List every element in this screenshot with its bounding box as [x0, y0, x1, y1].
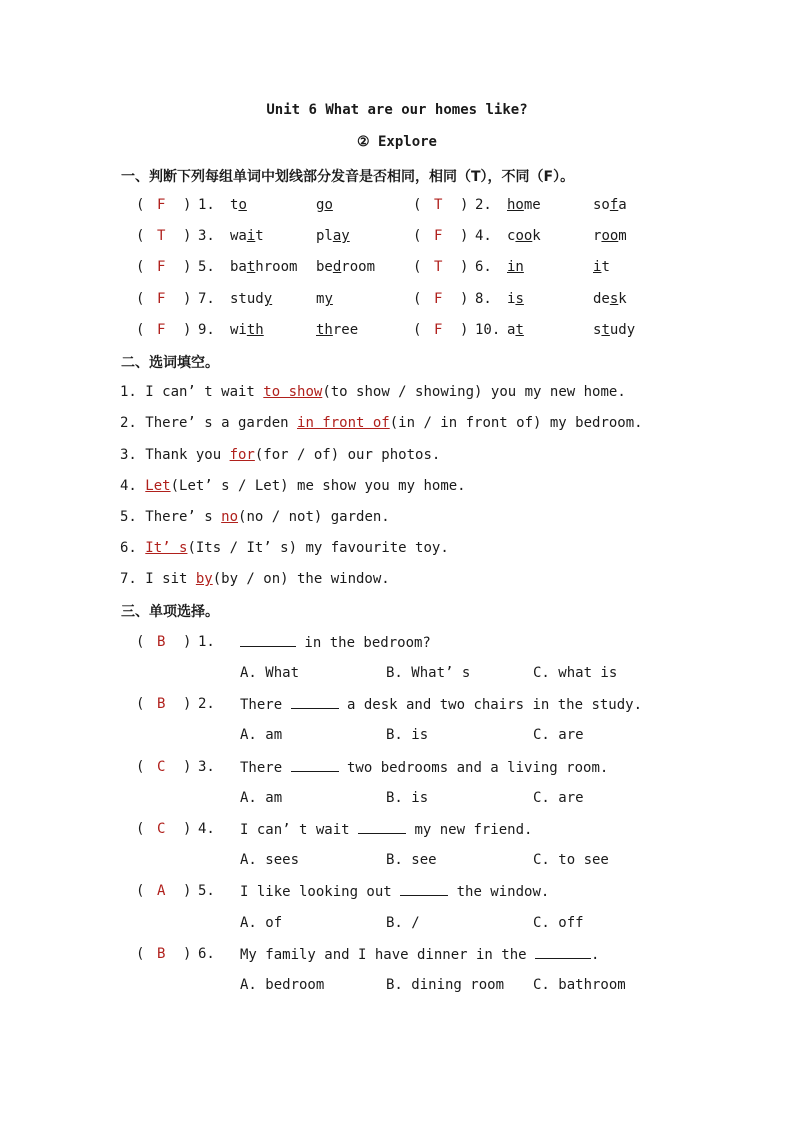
- fill-item-text: 5. There’ s: [120, 509, 222, 525]
- word: [316, 291, 333, 307]
- word: [230, 322, 264, 338]
- answer-mark: C: [157, 759, 166, 775]
- option-c: C. bathroom: [533, 977, 626, 993]
- paren-open: (: [136, 322, 145, 338]
- underlined-letters: t: [246, 259, 256, 275]
- word-part: g: [316, 197, 325, 213]
- word-part: s: [593, 322, 602, 338]
- word: [230, 291, 272, 307]
- question-number: 8.: [475, 291, 492, 307]
- word: [507, 322, 524, 338]
- fill-item: [120, 415, 643, 431]
- word-part: k: [618, 291, 627, 307]
- fill-answer: to show: [263, 384, 323, 400]
- paren-open: (: [136, 946, 145, 962]
- question-number: 1.: [198, 197, 215, 213]
- answer-mark: F: [157, 259, 166, 275]
- paren-open: (: [136, 291, 145, 307]
- fill-item: [120, 384, 626, 400]
- answer-mark: F: [434, 291, 443, 307]
- word-part: a: [618, 197, 627, 213]
- answer-mark: F: [157, 322, 166, 338]
- option-b: B. What’ s: [386, 665, 471, 681]
- word-part: k: [532, 228, 541, 244]
- question-number: 5.: [198, 883, 215, 899]
- question-stem: [240, 946, 599, 963]
- paren-close: ): [183, 883, 192, 899]
- word: [316, 197, 333, 213]
- fill-answer: Let: [145, 478, 171, 494]
- option-c: C. are: [533, 790, 584, 806]
- word: [593, 291, 627, 307]
- answer-mark: T: [157, 228, 166, 244]
- paren-close: ): [460, 291, 469, 307]
- word-part: a: [507, 322, 516, 338]
- fill-item-text: 1. I can’ t wait: [120, 384, 264, 400]
- fill-item: [120, 540, 449, 556]
- word-part: t: [230, 197, 239, 213]
- stem-end: a desk and two chairs in the study.: [338, 697, 643, 713]
- option-b: B. /: [386, 915, 420, 931]
- answer-mark: T: [434, 197, 443, 213]
- fill-answer: It’ s: [145, 540, 188, 556]
- underlined-letters: t: [601, 322, 610, 338]
- word-part: ba: [230, 259, 247, 275]
- question-stem: [240, 883, 549, 900]
- option-a: A. am: [240, 727, 283, 743]
- option-a: A. What: [240, 665, 300, 681]
- paren-close: ): [183, 259, 192, 275]
- answer-mark: F: [157, 197, 166, 213]
- word-part: stud: [230, 291, 264, 307]
- page-subtitle: ② Explore: [357, 134, 437, 150]
- section-3-heading: 三、单项选择。: [121, 604, 219, 620]
- fill-options: (for / of) our photos.: [254, 447, 441, 463]
- underlined-letters: th: [316, 322, 333, 338]
- paren-open: (: [136, 883, 145, 899]
- word-part: c: [507, 228, 516, 244]
- underlined-letters: s: [609, 291, 619, 307]
- underlined-letters: i: [246, 228, 256, 244]
- underlined-letters: oo: [601, 228, 619, 244]
- option-a: A. bedroom: [240, 977, 325, 993]
- question-stem: [240, 821, 532, 838]
- word: [593, 322, 635, 338]
- word-part: m: [316, 291, 325, 307]
- option-a: A. of: [240, 915, 283, 931]
- answer-mark: B: [157, 634, 166, 650]
- fill-item: [120, 571, 390, 587]
- word-part: room: [341, 259, 376, 275]
- fill-answer: for: [229, 447, 255, 463]
- underlined-letters: s: [515, 291, 524, 307]
- underlined-letters: d: [332, 259, 342, 275]
- underlined-letters: y: [324, 291, 333, 307]
- paren-close: ): [460, 259, 469, 275]
- paren-close: ): [183, 291, 192, 307]
- answer-mark: F: [434, 228, 443, 244]
- answer-blank: [291, 759, 339, 772]
- word-part: hroom: [255, 259, 298, 275]
- paren-open: (: [136, 228, 145, 244]
- fill-options: (by / on) the window.: [212, 571, 390, 587]
- word: [593, 197, 627, 213]
- answer-mark: B: [157, 946, 166, 962]
- paren-open: (: [136, 821, 145, 837]
- question-number: 9.: [198, 322, 215, 338]
- question-number: 3.: [198, 228, 215, 244]
- option-a: A. sees: [240, 852, 300, 868]
- fill-answer: by: [195, 571, 213, 587]
- word: [230, 259, 297, 275]
- fill-answer: in front of: [297, 415, 390, 431]
- word: [593, 259, 610, 275]
- option-c: C. to see: [533, 852, 609, 868]
- option-b: B. is: [386, 727, 429, 743]
- stem-start: There: [240, 760, 291, 776]
- word-part: wa: [230, 228, 247, 244]
- question-stem: [240, 696, 642, 713]
- option-b: B. is: [386, 790, 429, 806]
- question-number: 3.: [198, 759, 215, 775]
- question-number: 4.: [475, 228, 492, 244]
- question-number: 5.: [198, 259, 215, 275]
- word: [507, 291, 524, 307]
- paren-close: ): [183, 821, 192, 837]
- word: [230, 197, 247, 213]
- underlined-letters: t: [515, 322, 524, 338]
- answer-blank: [358, 821, 406, 834]
- section-2-heading: 二、选词填空。: [121, 355, 219, 371]
- fill-item-text: 2. There’ s a garden: [120, 415, 298, 431]
- option-a: A. am: [240, 790, 283, 806]
- question-number: 2.: [198, 696, 215, 712]
- word-part: t: [255, 228, 264, 244]
- paren-close: ): [183, 634, 192, 650]
- paren-open: (: [413, 228, 422, 244]
- paren-close: ): [183, 197, 192, 213]
- fill-item-text: 6.: [120, 540, 146, 556]
- word: [316, 259, 375, 275]
- word-part: r: [593, 228, 602, 244]
- question-number: 10.: [475, 322, 501, 338]
- fill-item: [120, 447, 440, 463]
- underlined-letters: th: [246, 322, 264, 338]
- option-c: C. are: [533, 727, 584, 743]
- word-part: be: [316, 259, 333, 275]
- fill-item-text: 4.: [120, 478, 146, 494]
- option-b: B. dining room: [386, 977, 505, 993]
- underlined-letters: ho: [507, 197, 524, 213]
- stem-start: I like looking out: [240, 884, 401, 900]
- fill-options: (in / in front of) my bedroom.: [389, 415, 643, 431]
- answer-mark: C: [157, 821, 166, 837]
- paren-open: (: [413, 322, 422, 338]
- word-part: ree: [332, 322, 359, 338]
- word: [316, 322, 358, 338]
- question-stem: [240, 759, 608, 776]
- stem-end: my new friend.: [406, 822, 533, 838]
- stem-end: in the bedroom?: [296, 635, 431, 651]
- question-number: 6.: [475, 259, 492, 275]
- paren-close: ): [183, 228, 192, 244]
- paren-close: ): [460, 197, 469, 213]
- option-c: C. what is: [533, 665, 618, 681]
- fill-item-text: 7. I sit: [120, 571, 196, 587]
- question-number: 2.: [475, 197, 492, 213]
- underlined-letters: oo: [515, 228, 533, 244]
- word-part: m: [618, 228, 627, 244]
- fill-item: [120, 478, 466, 494]
- underlined-letters: f: [609, 197, 619, 213]
- underlined-letters: in: [507, 259, 524, 275]
- fill-options: (no / not) garden.: [238, 509, 390, 525]
- paren-close: ): [183, 696, 192, 712]
- paren-close: ): [183, 322, 192, 338]
- paren-open: (: [413, 291, 422, 307]
- fill-item: [120, 509, 390, 525]
- fill-item-text: 3. Thank you: [120, 447, 230, 463]
- paren-open: (: [136, 759, 145, 775]
- answer-blank: [240, 634, 296, 647]
- word-part: so: [593, 197, 610, 213]
- paren-open: (: [413, 197, 422, 213]
- stem-end: .: [591, 947, 600, 963]
- question-number: 4.: [198, 821, 215, 837]
- word: [593, 228, 627, 244]
- paren-open: (: [136, 634, 145, 650]
- word-part: pl: [316, 228, 333, 244]
- answer-mark: F: [157, 291, 166, 307]
- paren-open: (: [136, 197, 145, 213]
- word-part: wi: [230, 322, 247, 338]
- underlined-letters: y: [263, 291, 273, 307]
- stem-start: My family and I have dinner in the: [240, 947, 536, 963]
- word: [230, 228, 264, 244]
- paren-close: ): [460, 322, 469, 338]
- answer-mark: F: [434, 322, 443, 338]
- section-1-heading: 一、判断下列每组单词中划线部分发音是否相同，相同（T），不同（F）。: [121, 169, 575, 185]
- question-number: 1.: [198, 634, 215, 650]
- underlined-letters: o: [324, 197, 333, 213]
- question-number: 6.: [198, 946, 215, 962]
- answer-blank: [291, 696, 339, 709]
- underlined-letters: o: [238, 197, 247, 213]
- underlined-letters: ay: [332, 228, 350, 244]
- word: [507, 228, 541, 244]
- stem-end: the window.: [448, 884, 550, 900]
- word: [507, 259, 524, 275]
- answer-mark: A: [157, 883, 166, 899]
- fill-options: (Its / It’ s) my favourite toy.: [187, 540, 449, 556]
- question-number: 7.: [198, 291, 215, 307]
- paren-close: ): [460, 228, 469, 244]
- option-b: B. see: [386, 852, 437, 868]
- word: [507, 197, 541, 213]
- stem-end: two bedrooms and a living room.: [338, 760, 609, 776]
- stem-start: There: [240, 697, 291, 713]
- paren-close: ): [183, 759, 192, 775]
- word-part: t: [601, 259, 610, 275]
- answer-blank: [400, 883, 448, 896]
- answer-mark: B: [157, 696, 166, 712]
- paren-open: (: [136, 259, 145, 275]
- fill-options: (Let’ s / Let) me show you my home.: [170, 478, 466, 494]
- fill-options: (to show / showing) you my new home.: [322, 384, 626, 400]
- word-part: i: [507, 291, 516, 307]
- word: [316, 228, 350, 244]
- paren-open: (: [136, 696, 145, 712]
- question-stem: [240, 634, 431, 651]
- answer-blank: [535, 946, 591, 959]
- word-part: udy: [609, 322, 636, 338]
- answer-mark: T: [434, 259, 443, 275]
- underlined-letters: i: [593, 259, 602, 275]
- fill-answer: no: [221, 509, 239, 525]
- word-part: me: [523, 197, 541, 213]
- word-part: de: [593, 291, 610, 307]
- paren-open: (: [413, 259, 422, 275]
- paren-close: ): [183, 946, 192, 962]
- option-c: C. off: [533, 915, 584, 931]
- page-title: Unit 6 What are our homes like?: [266, 102, 528, 118]
- stem-start: I can’ t wait: [240, 822, 359, 838]
